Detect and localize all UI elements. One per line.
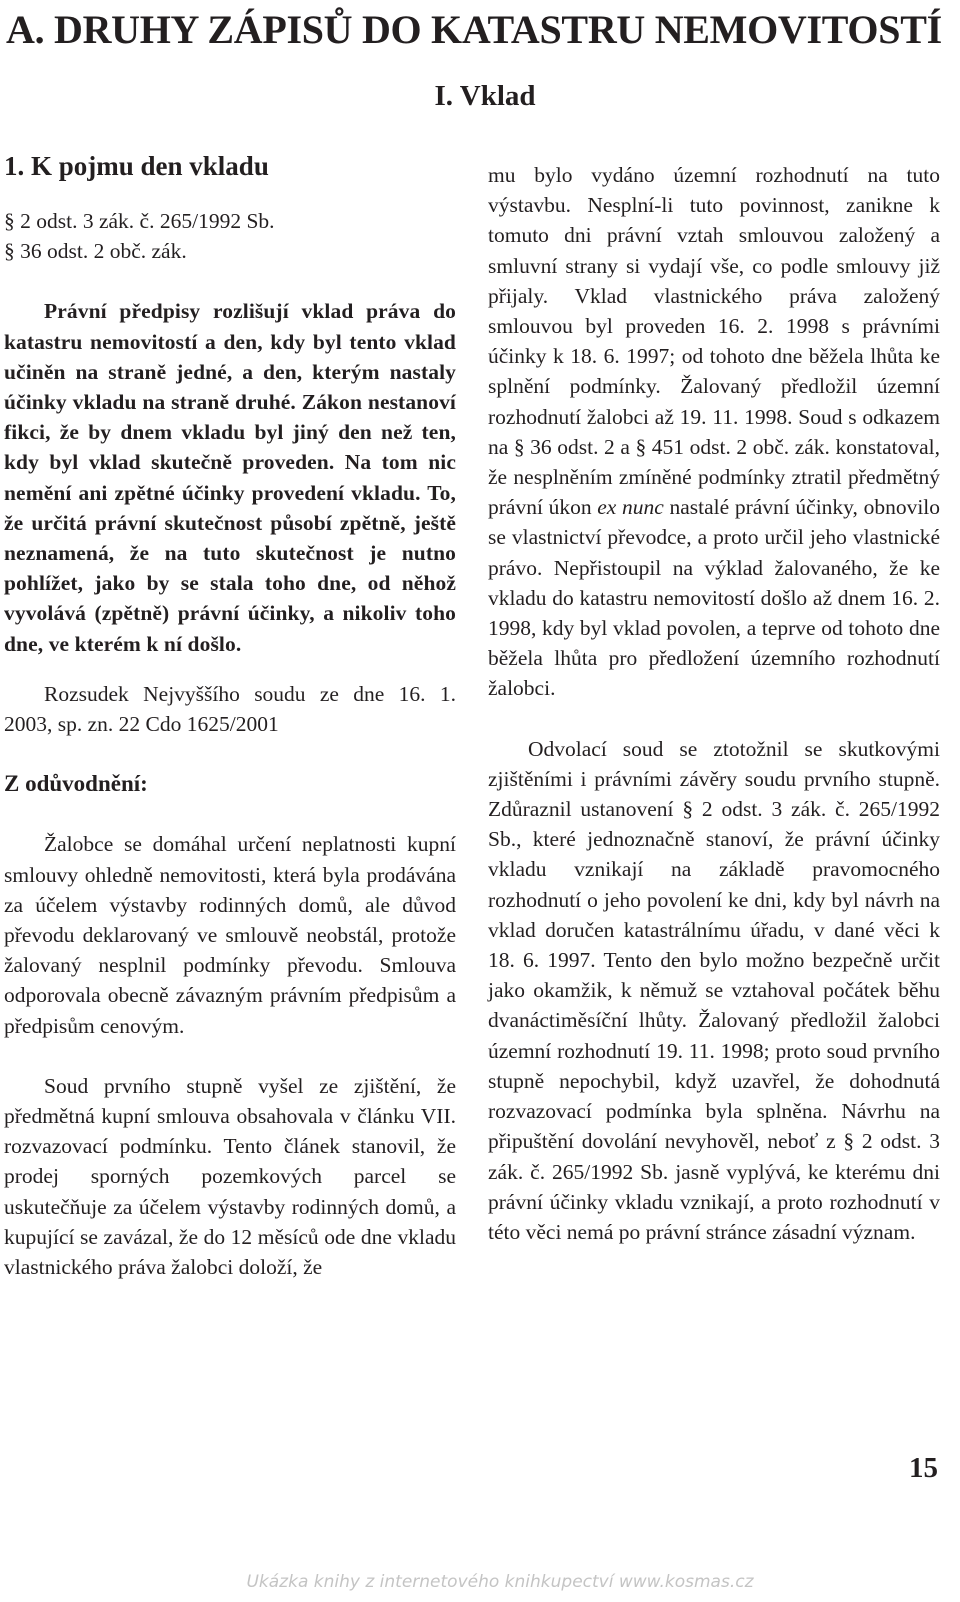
part-title: I. Vklad xyxy=(434,80,536,112)
legal-sentence-part: Právní předpisy rozlišují vklad práva do katastru nemovitostí a den, kdy byl tento vklad učiněn na straně jedné, a den, kterým nastaly účinky vkladu na straně druhé. Zákon nestanoví fikci, že by dnem vkladu byl jiný den než ten, kdy byl vklad skutečně proveden. Na tom nic nemění ani zpětné účinky provedení vkladu. xyxy=(4,299,456,505)
ruling-citation: Rozsudek Nejvyššího soudu ze dne 16. 1. 2003, sp. zn. 22 Cdo 1625/2001 xyxy=(4,681,456,737)
chapter-heading: A. DRUHY ZÁPISŮ DO KATASTRU NEMOVITOSTÍ xyxy=(6,7,942,52)
page-number: 15 xyxy=(909,1452,938,1484)
legal-sentence-part: To, že určitá právní skutečnost působí zpětně, ještě neznamená, že na tuto skutečnost je nutno pohlížet, jako by se stala toho dne, od něhož vyvolává (zpětně) právní účinky, a nikoliv toho dne, ve kterém k ní došlo. xyxy=(4,480,456,656)
legal-sentence xyxy=(4,296,456,658)
paragraph-text: mu bylo vydáno územní rozhodnutí na tuto výstavbu. Nesplní-li tuto povinnost, zanikne k tomuto dni právní vztah smlouvou založený a smluvní strany si vydají vše, co podle smlouvy již přijaly. Vklad vlastnického práva založený smlouvou byl proveden 16. 2. 1998 s právními účinky k 18. 6. 1997; od tohoto dne běžela lhůta ke splnění podmínky. Žalovaný předložil územní rozhodnutí žalobci až 19. 11. 1998. Soud s odkazem na § 36 odst. 2 a § 451 odst. 2 obč. zák. konstatoval, že nesplněním zmíněné podmínky ztratil předmětný právní úkon xyxy=(488,163,940,520)
left-column xyxy=(4,150,456,1282)
reasoning-heading: Z odůvodnění: xyxy=(4,771,148,797)
body-paragraph: Žalobce se domáhal určení neplatnosti kupní smlouvy ohledně nemovitosti, která byla prodávána za účelem výstavby rodinných domů, ale důvod převodu deklarovaný ve smlouvě neobstál, protože žalovaný nesplnil podmínky převodu. Smlouva odporovala obecně závazným právním předpisům a předpisům cenovým. xyxy=(4,832,456,1038)
paragraph-text: nastalé právní účinky, obnovilo se vlastnictví převodce, a proto určil jeho vlastnické právo. Nepřistoupil na výklad žalovaného, že ke vkladu do katastru nemovitostí došlo až dnem 16. 2. 1998, kdy byl vklad povolen, a teprve od tohoto dne běžela lhůta pro předložení územního rozhodnutí žalobci. xyxy=(488,495,941,701)
body-paragraph: Soud prvního stupně vyšel ze zjištění, že předmětná kupní smlouva obsahovala v článku VII. rozvazovací podmínku. Tento článek stanovil, že prodej sporných pozemkových parcel se uskutečňuje za účelem výstavby rodinných domů, a kupující se zavázal, že do 12 měsíců ode dne vkladu vlastnického práva žalobci doloží, že xyxy=(4,1073,456,1280)
right-column xyxy=(488,160,940,1247)
section-title: 1. K pojmu den vkladu xyxy=(4,151,269,181)
body-paragraph: Odvolací soud se ztotožnil se skutkovými zjištěními i právními závěry soudu prvního stupně. Zdůraznil ustanovení § 2 odst. 3 zák. č. 265/1992 Sb., které jednoznačně stanoví, že právní účinky vkladu vznikají na základě pravomocného rozhodnutí o jeho povolení ke dni, kdy byl návrh na vklad doručen katastrálnímu úřadu, v dané věci k 18. 6. 1997. Tento den bylo možno bezpečně určit jako okamžik, k němuž se vztahoval počátek běhu dvanáctiměsíční lhůty. Žalovaný předložil žalobci územní rozhodnutí 19. 11. 1998; proto soud prvního stupně nepochybil, když uzavřel, že dohodnutá rozvazovací podmínka byla splněna. Návrhu na připuštění dovolání nevyhověl, neboť z § 2 odst. 3 zák. č. 265/1992 Sb. jasně vyplývá, ke kterému dni právní účinky vkladu vznikají, a proto rozhodnutí v této věci nemá po právní stránce zásadní význam. xyxy=(488,736,940,1244)
body-paragraph xyxy=(488,160,940,704)
watermark: Ukázka knihy z internetového knihkupectví www.kosmas.cz xyxy=(246,1572,754,1592)
latin-term: ex nunc xyxy=(597,495,664,520)
law-reference: § 2 odst. 3 zák. č. 265/1992 Sb. xyxy=(4,209,275,233)
law-reference: § 36 odst. 2 obč. zák. xyxy=(4,239,187,264)
